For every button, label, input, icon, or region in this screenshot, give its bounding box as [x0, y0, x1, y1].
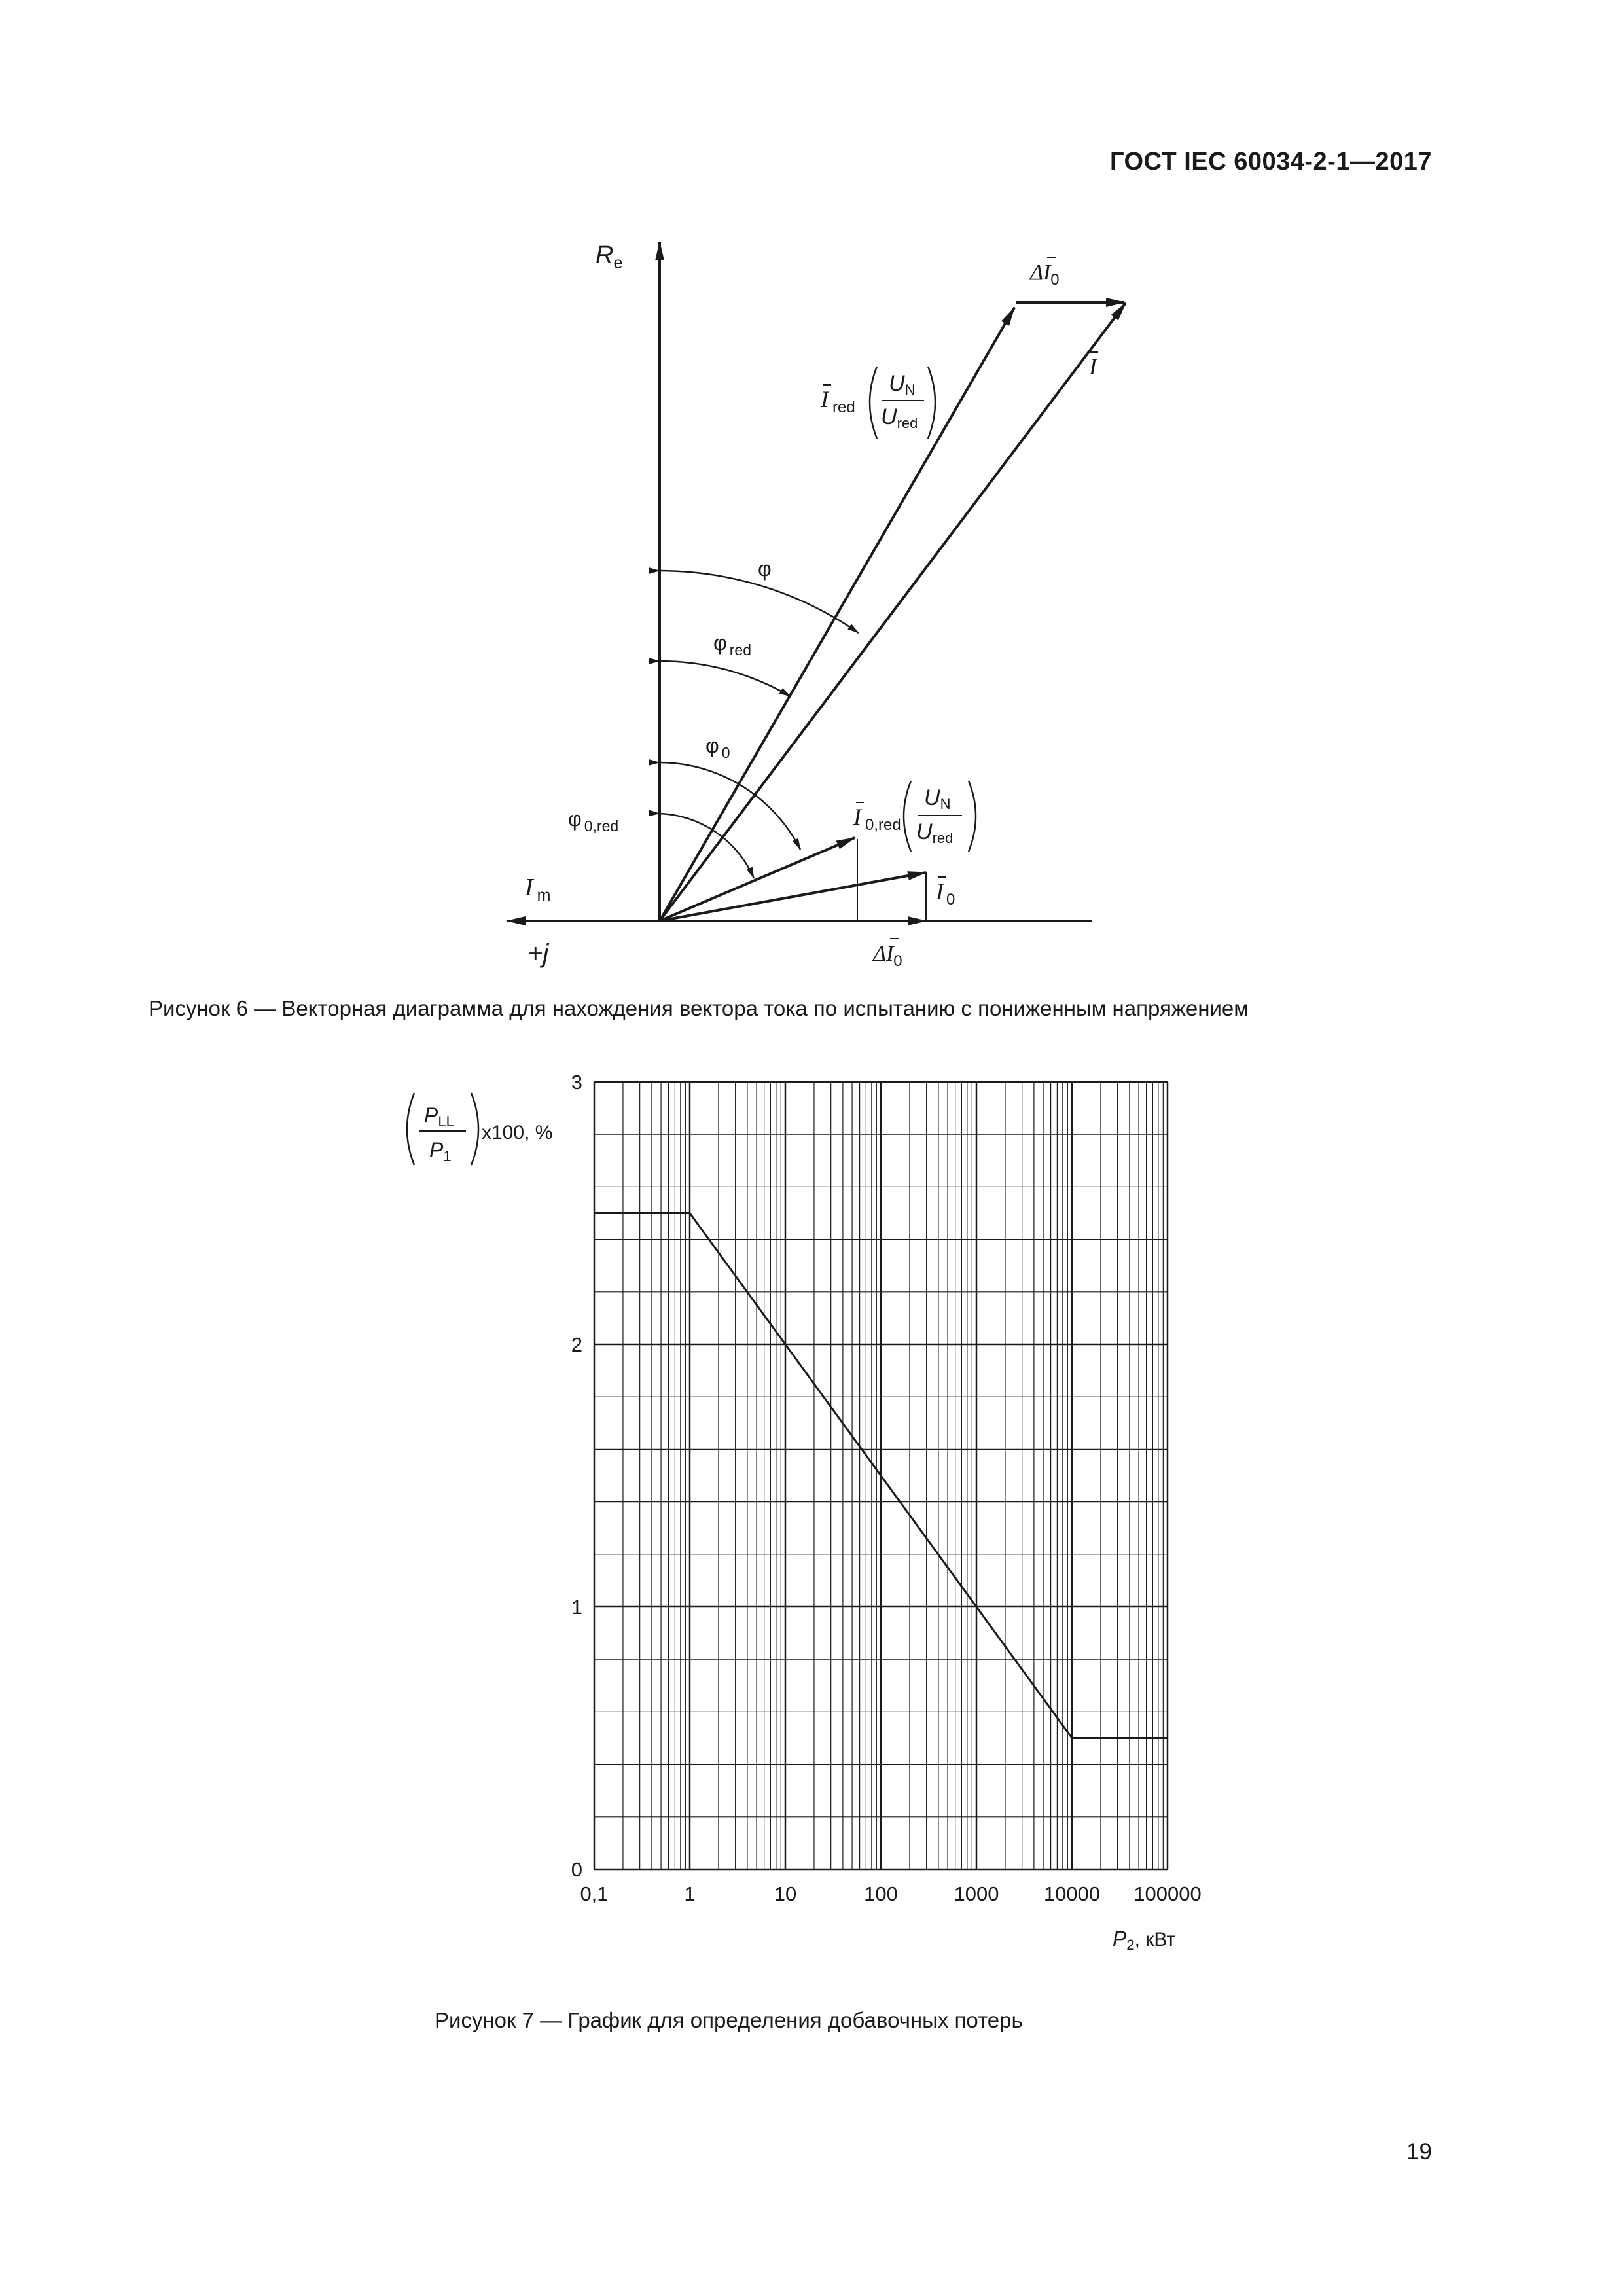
i-label: I [1089, 353, 1097, 380]
j-axis-label: +j [527, 939, 549, 968]
phi-label: φ [758, 557, 772, 581]
loss-chart [0, 1034, 1623, 2029]
i-red-paren-right [928, 367, 935, 439]
delta-i0-top-label: $\Delta I_0$ [1030, 260, 1060, 289]
phi-red-arc [660, 661, 791, 696]
y-tick-label: 2 [571, 1333, 582, 1356]
i0-label: I $_0$ [936, 878, 955, 908]
figure7-caption: Рисунок 7 — График для определения добавочных потерь [435, 2008, 1023, 2032]
i-red-paren-left [870, 367, 877, 439]
i0red-paren-left [904, 781, 911, 852]
ylabel-paren-right [471, 1093, 478, 1165]
i-red-label: I $_{red}$ [821, 386, 855, 416]
x-tick-label: 1000 [954, 1882, 999, 1905]
x-tick-label: 100 [864, 1882, 898, 1905]
page-number: 19 [1406, 2139, 1432, 2164]
phi0-arc [660, 762, 800, 850]
figure6-caption: Рисунок 6 — Векторная диаграмма для нахождения вектора тока по испытанию с пониженным напряжением [149, 996, 1249, 1020]
ylabel-denominator: P1 [429, 1138, 452, 1164]
phi0-label: φ $_0$ [705, 734, 730, 761]
i0red-label: I $_{0,red}$ [853, 804, 901, 834]
y-tick-labels [571, 1071, 582, 1881]
un-label: UN [889, 371, 916, 398]
x-tick-label: 0,1 [580, 1882, 609, 1905]
ylabel-paren-left [407, 1093, 414, 1165]
vector-diagram [0, 0, 1623, 982]
i0-vector [660, 872, 926, 921]
phi0red-arc [660, 814, 754, 878]
y-tick-label: 3 [571, 1071, 582, 1094]
y-tick-label: 1 [571, 1596, 582, 1619]
i0red-vector [660, 838, 855, 921]
i0red-paren-right [969, 781, 976, 852]
delta-i0-bottom-label: $\Delta I_0$ [873, 942, 902, 970]
ylabel-suffix: x100, % [482, 1122, 553, 1143]
standard-header: ГОСТ IEC 60034-2-1—2017 [1109, 148, 1432, 175]
un2-label: UN [924, 785, 951, 812]
x-tick-label: 10000 [1043, 1882, 1101, 1905]
x-tick-label: 1 [684, 1882, 696, 1905]
im-axis-label: I $_m$ [525, 874, 551, 905]
re-axis-label: $R_e$ [596, 242, 623, 272]
phi0red-label: φ $_{0,red}$ [568, 807, 619, 834]
phi-red-label: φ $_{red}$ [713, 631, 751, 658]
ured2-label: Ured [916, 819, 954, 846]
xlabel: P2, кВт [1113, 1927, 1176, 1953]
ured-label: Ured [881, 404, 918, 431]
x-tick-label: 10 [774, 1882, 797, 1905]
y-tick-label: 0 [571, 1858, 582, 1881]
x-tick-label: 100000 [1133, 1882, 1202, 1905]
ylabel-numerator: PLL [424, 1103, 454, 1130]
x-tick-labels [580, 1882, 1201, 1905]
